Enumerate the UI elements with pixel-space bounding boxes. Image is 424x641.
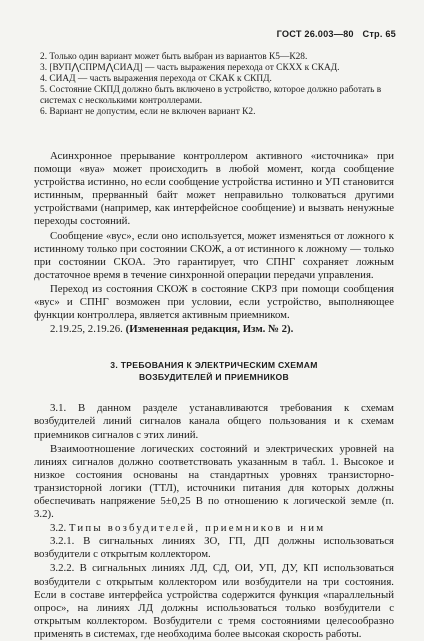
page-header <box>277 29 396 39</box>
page-number: Стр. 65 <box>362 29 396 39</box>
section-heading-line-1: 3. ТРЕБОВАНИЯ К ЭЛЕКТРИЧЕСКИМ СХЕМАМ <box>110 360 318 371</box>
paragraph-3-2-1: 3.2.1. В сигнальных линиях ЗО, ГП, ДП должны использоваться возбудители с открытым коллектором. <box>34 535 394 561</box>
paragraph-3-2 <box>34 522 394 535</box>
revision-note: (Измененная редакция, Изм. № 2). <box>125 323 294 336</box>
standard-number: ГОСТ 26.003—80 <box>276 29 354 39</box>
body-text <box>34 150 394 641</box>
paragraph-transition: Переход из состояния СКОЖ в состояние СКРЗ при помощи сообщения «вус» и СПНГ возможен при условии, если устройство, выполняющее функции контроллера, является активным приемником. <box>34 282 394 322</box>
paragraph-message-vus: Сообщение «вус», если оно используется, может изменяться от ложного к истинному только при состоянии СКОЖ, а от истинного к ложному — только при состоянии СКОА. Это гарантирует, что СПНГ сохраняет ложным достаточное время в течение синхронной операции передачи управления. <box>34 229 394 281</box>
paragraph-3-1: 3.1. В данном разделе устанавливаются требования к схемам возбудителей линий сигналов канала общего пользования и к схемам приемников сигналов с этих линий. <box>34 402 394 441</box>
clause-title: Типы возбудителей, приемников и ним <box>68 522 326 535</box>
paragraph-revision-note <box>34 323 394 336</box>
section-heading <box>34 359 394 383</box>
paragraph-3-2-2: 3.2.2. В сигнальных линиях ЛД, СД, ОИ, УП, ДУ, КП использоваться возбудители с открытым коллектором или возбудители на три состояния. Если в составе интерфейса устройства содержится функция «параллельный опрос», на линиях ЛД должны использоваться только возбудители с открытым коллектором. Возбудители с тремя состояниями целесообразно применять в системах, где необходима более высокая скорость работы. <box>34 562 394 640</box>
paragraph-logic-levels: Взаимоотношение логических состояний и электрических уровней на линиях сигналов должно соответствовать указанным в табл. 1. Высокое и низкое состояния основаны на стандартных уровнях транзисторно-транзисторной логики (ТТЛ), источники питания для которых должны обеспечивать напряжение 5±0,25 В по отношению к логической земле (п. 3.2). <box>34 442 394 521</box>
note-item: 4. СИАД — часть выражения перехода от СКАК к СКПД. <box>40 74 272 84</box>
clause-number: 3.2. <box>50 522 67 535</box>
note-item: 6. Вариант не допустим, если не включен вариант К2. <box>40 107 256 117</box>
section-heading-line-2: ВОЗБУДИТЕЛЕЙ И ПРИЕМНИКОВ <box>138 372 290 383</box>
paragraph-async-interrupt: Асинхронное прерывание контроллером активного «источника» при помощи «вуа» может происходить в любой момент, когда сообщение устройства истинно, но если сообщение устройства истинно и УП становится истинным, прерванный байт может неправильно толковаться другими устройствами (например, как интерфейсное сообщение) и вызвать ненужные переходы состояний. <box>34 150 394 228</box>
note-item: 5. Состояние СКПД должно быть включено в устройство, которое должно работать в системах с несколькими контроллерами. <box>40 85 382 106</box>
note-item: 2. Только один вариант может быть выбран из вариантов К5—К28. <box>40 52 308 62</box>
clause-reference: 2.19.25, 2.19.26. <box>50 323 123 336</box>
table-notes <box>40 52 390 118</box>
note-item: 3. [ВУП⋀СПРМ⋀СИАД] — часть выражения перехода от СКХХ к СКАД. <box>40 63 340 73</box>
